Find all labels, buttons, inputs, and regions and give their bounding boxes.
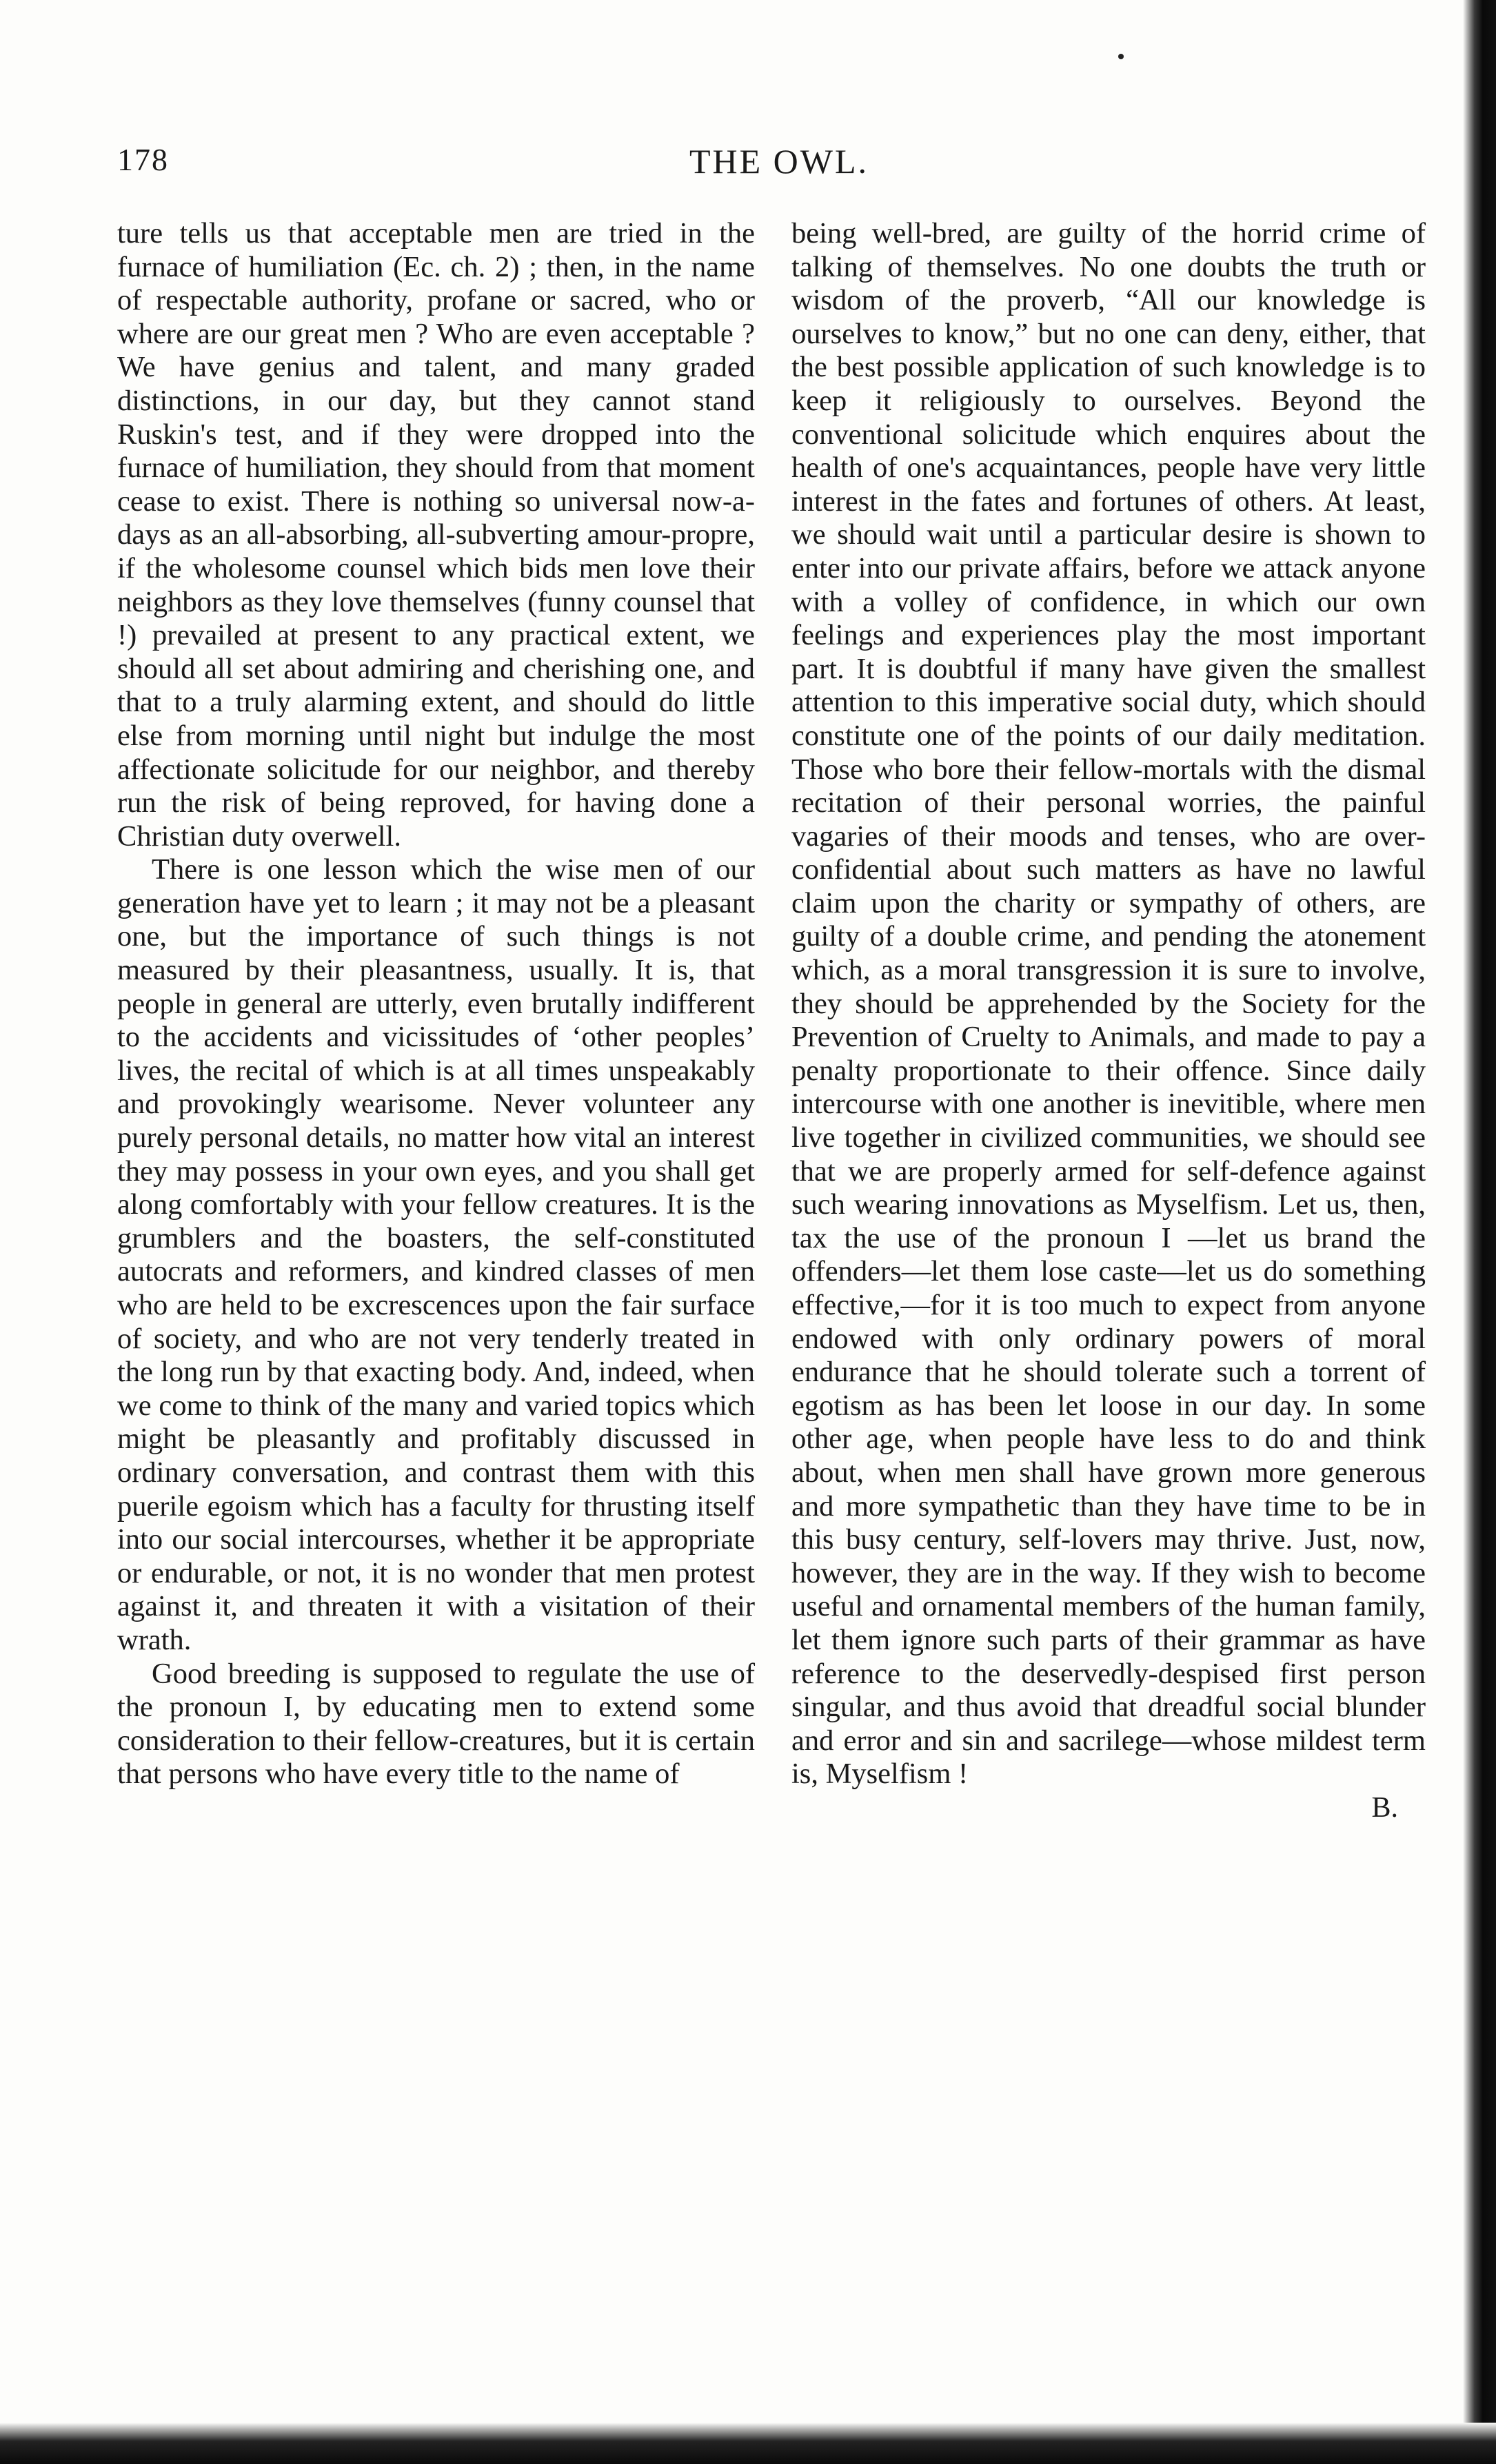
- page-number: 178: [117, 142, 169, 177]
- paragraph: Good breeding is supposed to regulate the use of the pronoun I, by educating men to extend some consideration to their fellow-creatures, but it is certain that persons who have every title to the name of: [117, 1657, 755, 1791]
- scan-edge-bottom: [0, 2423, 1496, 2464]
- page-header: [117, 141, 1441, 196]
- paragraph: being well-bred, are guilty of the horrid crime of talking of themselves. No one doubts the truth or wisdom of the proverb, “All our knowledge is ourselves to know,” but no one can deny, either, that the best possible application of such knowledge is to keep it religiously to ourselves. Beyond the conventional solicitude which enquires about the health of one's acquaintances, people have very little interest in the fates and fortunes of others. At least, we should wait until a particular desire is shown to enter into our private affairs, before we attack anyone with a volley of confidence, in which our own feelings and experiences play the most important part. It is doubtful if many have given the smallest attention to this imperative social duty, which should constitute one of the points of our daily meditation. Those who bore their fellow-mortals with the dismal recitation of their personal worries, the painful vagaries of their moods and tenses, who are over-confidential about such matters as have no lawful claim upon the charity or sympathy of others, are guilty of a double crime, and pending the atonement which, as a moral transgression it is sure to involve, they should be apprehended by the Society for the Prevention of Cruelty to Animals, and made to pay a penalty proportionate to their offence. Since daily intercourse with one another is inevitible, where men live together in civilized communities, we should see that we are properly armed for self-defence against such wearing innovations as Myselfism. Let us, then, tax the use of the pronoun I —let us brand the offenders—let them lose caste—let us do something effective,—for it is too much to expect from anyone endowed with only ordinary powers of moral endurance that he should tolerate such a torrent of egotism as has been let loose in our day. In some other age, when people have less to do and think about, when men shall have grown more generous and more sympathetic than they have time to be in this busy century, self-lovers may thrive. Just, now, however, they are in the way. If they wish to become useful and ornamental members of the human family, let them ignore such parts of their grammar as have reference to the deservedly-despised first person singular, and thus avoid that dreadful social blunder and error and sin and sacrilege—whose mildest term is, Myselfism !: [791, 217, 1426, 1791]
- author-signature: B.: [1371, 1791, 1398, 1824]
- paragraph: ture tells us that acceptable men are tried in the furnace of humiliation (Ec. ch. 2) ; then, in the name of respectable authority, profane or sacred, who or where are our great men ? Who are even acceptable ? We have genius and talent, and many graded distinctions, in our day, but they cannot stand Ruskin's test, and if they were dropped into the furnace of humiliation, they should from that moment cease to exist. There is nothing so universal now-a-days as an all-absorbing, all-subverting amour-propre, if the wholesome counsel which bids men love their neighbors as they love themselves (funny counsel that !) prevailed at present to any practical extent, we should all set about admiring and cherishing one, and that to a truly alarming extent, and should do little else from morning until night but indulge the most affectionate solicitude for our neighbor, and thereby run the risk of being reproved, for having done a Christian duty overwell.: [117, 217, 755, 853]
- right-column: [791, 217, 1426, 1825]
- ink-speck: [1118, 54, 1124, 59]
- running-title: THE OWL.: [689, 142, 869, 181]
- left-column: [117, 217, 755, 1791]
- paragraph: There is one lesson which the wise men of our generation have yet to learn ; it may not be a pleasant one, but the importance of such things is not measured by their pleasantness, usually. It is, that people in general are utterly, even brutally indifferent to the accidents and vicissitudes of ‘other peoples’ lives, the recital of which is at all times unspeakably and provokingly wearisome. Never volunteer any purely personal details, no matter how vital an interest they may possess in your own eyes, and you shall get along comfortably with your fellow creatures. It is the grumblers and the boasters, the self-constituted autocrats and reformers, and kindred classes of men who are held to be excrescences upon the fair surface of society, and who are not very tenderly treated in the long run by that exacting body. And, indeed, when we come to think of the many and varied topics which might be pleasantly and profitably discussed in ordinary conversation, and contrast them with this puerile egoism which has a faculty for thrusting itself into our social intercourses, whether it be appropriate or endurable, or not, it is no wonder that men protest against it, and threaten it with a visitation of their wrath.: [117, 853, 755, 1656]
- scan-edge-right: [1463, 0, 1496, 2464]
